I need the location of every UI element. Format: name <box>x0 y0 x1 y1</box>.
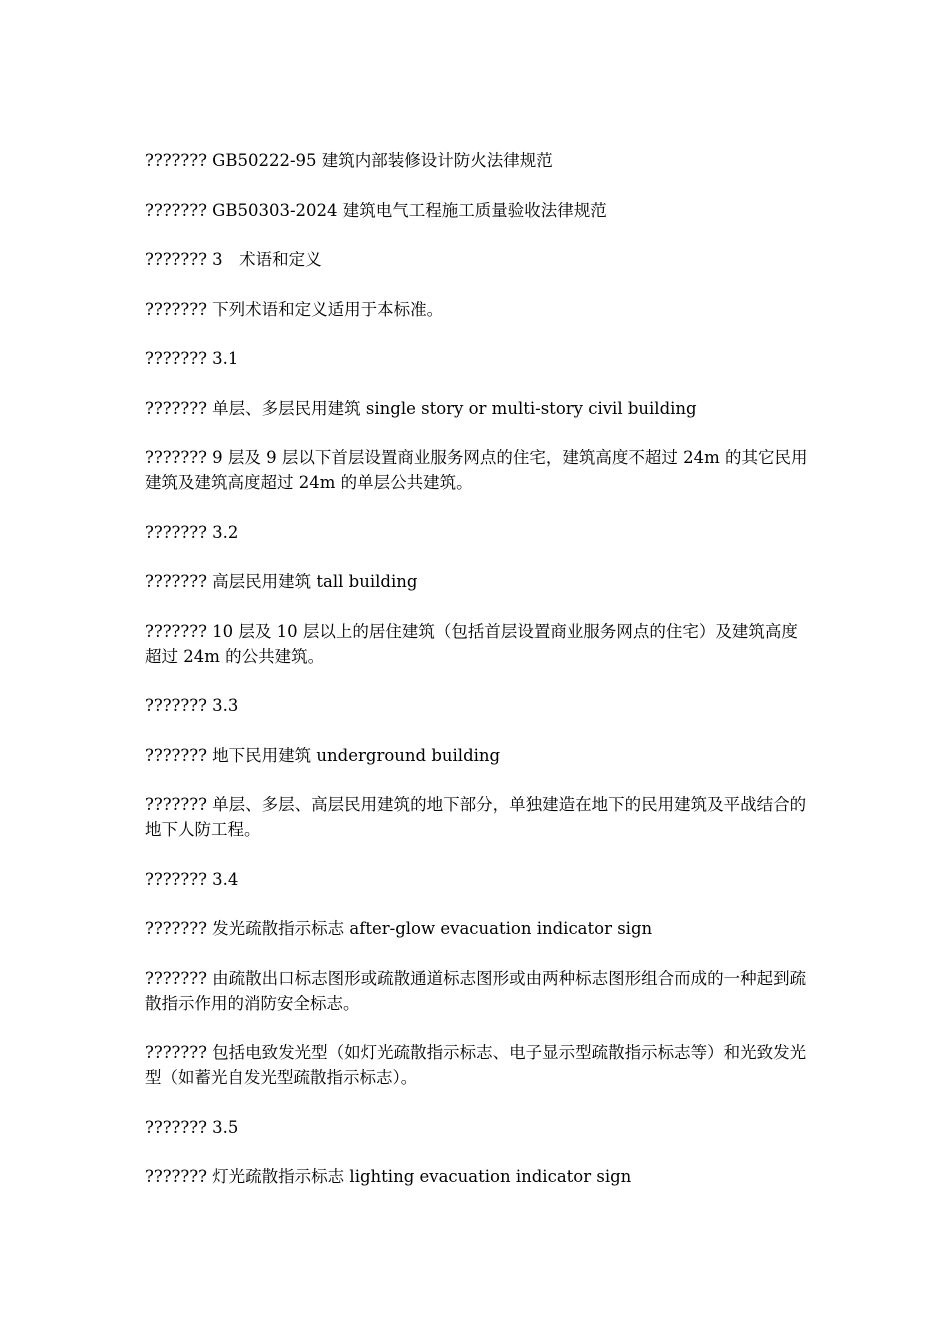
term-title-3-5: ??????? 灯光疏散指示标志 lighting evacuation indicator sign <box>145 1167 632 1186</box>
clause-number-3-4: ??????? 3.4 <box>145 869 239 889</box>
paragraph-reference-gb50303: ??????? GB50303-2024 建筑电气工程施工质量验收法律规范 <box>145 200 607 220</box>
clause-number-3-3: ??????? 3.3 <box>145 696 239 715</box>
clause-number-3-1: ??????? 3.1 <box>145 349 239 368</box>
term-title-3-1: ??????? 单层、多层民用建筑 single story or multi-story civil building <box>145 398 697 418</box>
paragraph-reference-gb50222: ??????? GB50222-95 建筑内部装修设计防火法律规范 <box>145 151 553 170</box>
section-heading-terms-definitions: ??????? 3 术语和定义 <box>145 250 322 269</box>
term-definition-3-1: ??????? 9 层及 9 层以下首层设置商业服务网点的住宅，建筑高度不超过 24m 的其它民用建筑及建筑高度超过 24m 的单层公共建筑。 <box>145 448 808 492</box>
clause-number-3-5: ??????? 3.5 <box>145 1117 239 1137</box>
term-definition-3-4: ??????? 由疏散出口标志图形或疏散通道标志图形或由两种标志图形组合而成的一种起到疏散指示作用的消防安全标志。 <box>145 968 807 1013</box>
term-note-3-4: ??????? 包括电致发光型（如灯光疏散指示标志、电子显示型疏散指示标志等）和光致发光型（如蓄光自发光型疏散指示标志）。 <box>145 1043 807 1087</box>
paragraph-terms-intro: ??????? 下列术语和定义适用于本标准。 <box>145 299 444 319</box>
term-title-3-2: ??????? 高层民用建筑 tall building <box>145 572 418 591</box>
clause-number-3-2: ??????? 3.2 <box>145 522 239 542</box>
term-title-3-4: ??????? 发光疏散指示标志 after-glow evacuation indicator sign <box>145 919 653 938</box>
term-title-3-3: ??????? 地下民用建筑 underground building <box>145 745 501 765</box>
term-definition-3-3: ??????? 单层、多层、高层民用建筑的地下部分，单独建造在地下的民用建筑及平战结合的地下人防工程。 <box>145 795 807 839</box>
term-definition-3-2: ??????? 10 层及 10 层以上的居住建筑（包括首层设置商业服务网点的住宅）及建筑高度超过 24m 的公共建筑。 <box>145 621 798 666</box>
document-body <box>145 148 810 1214</box>
